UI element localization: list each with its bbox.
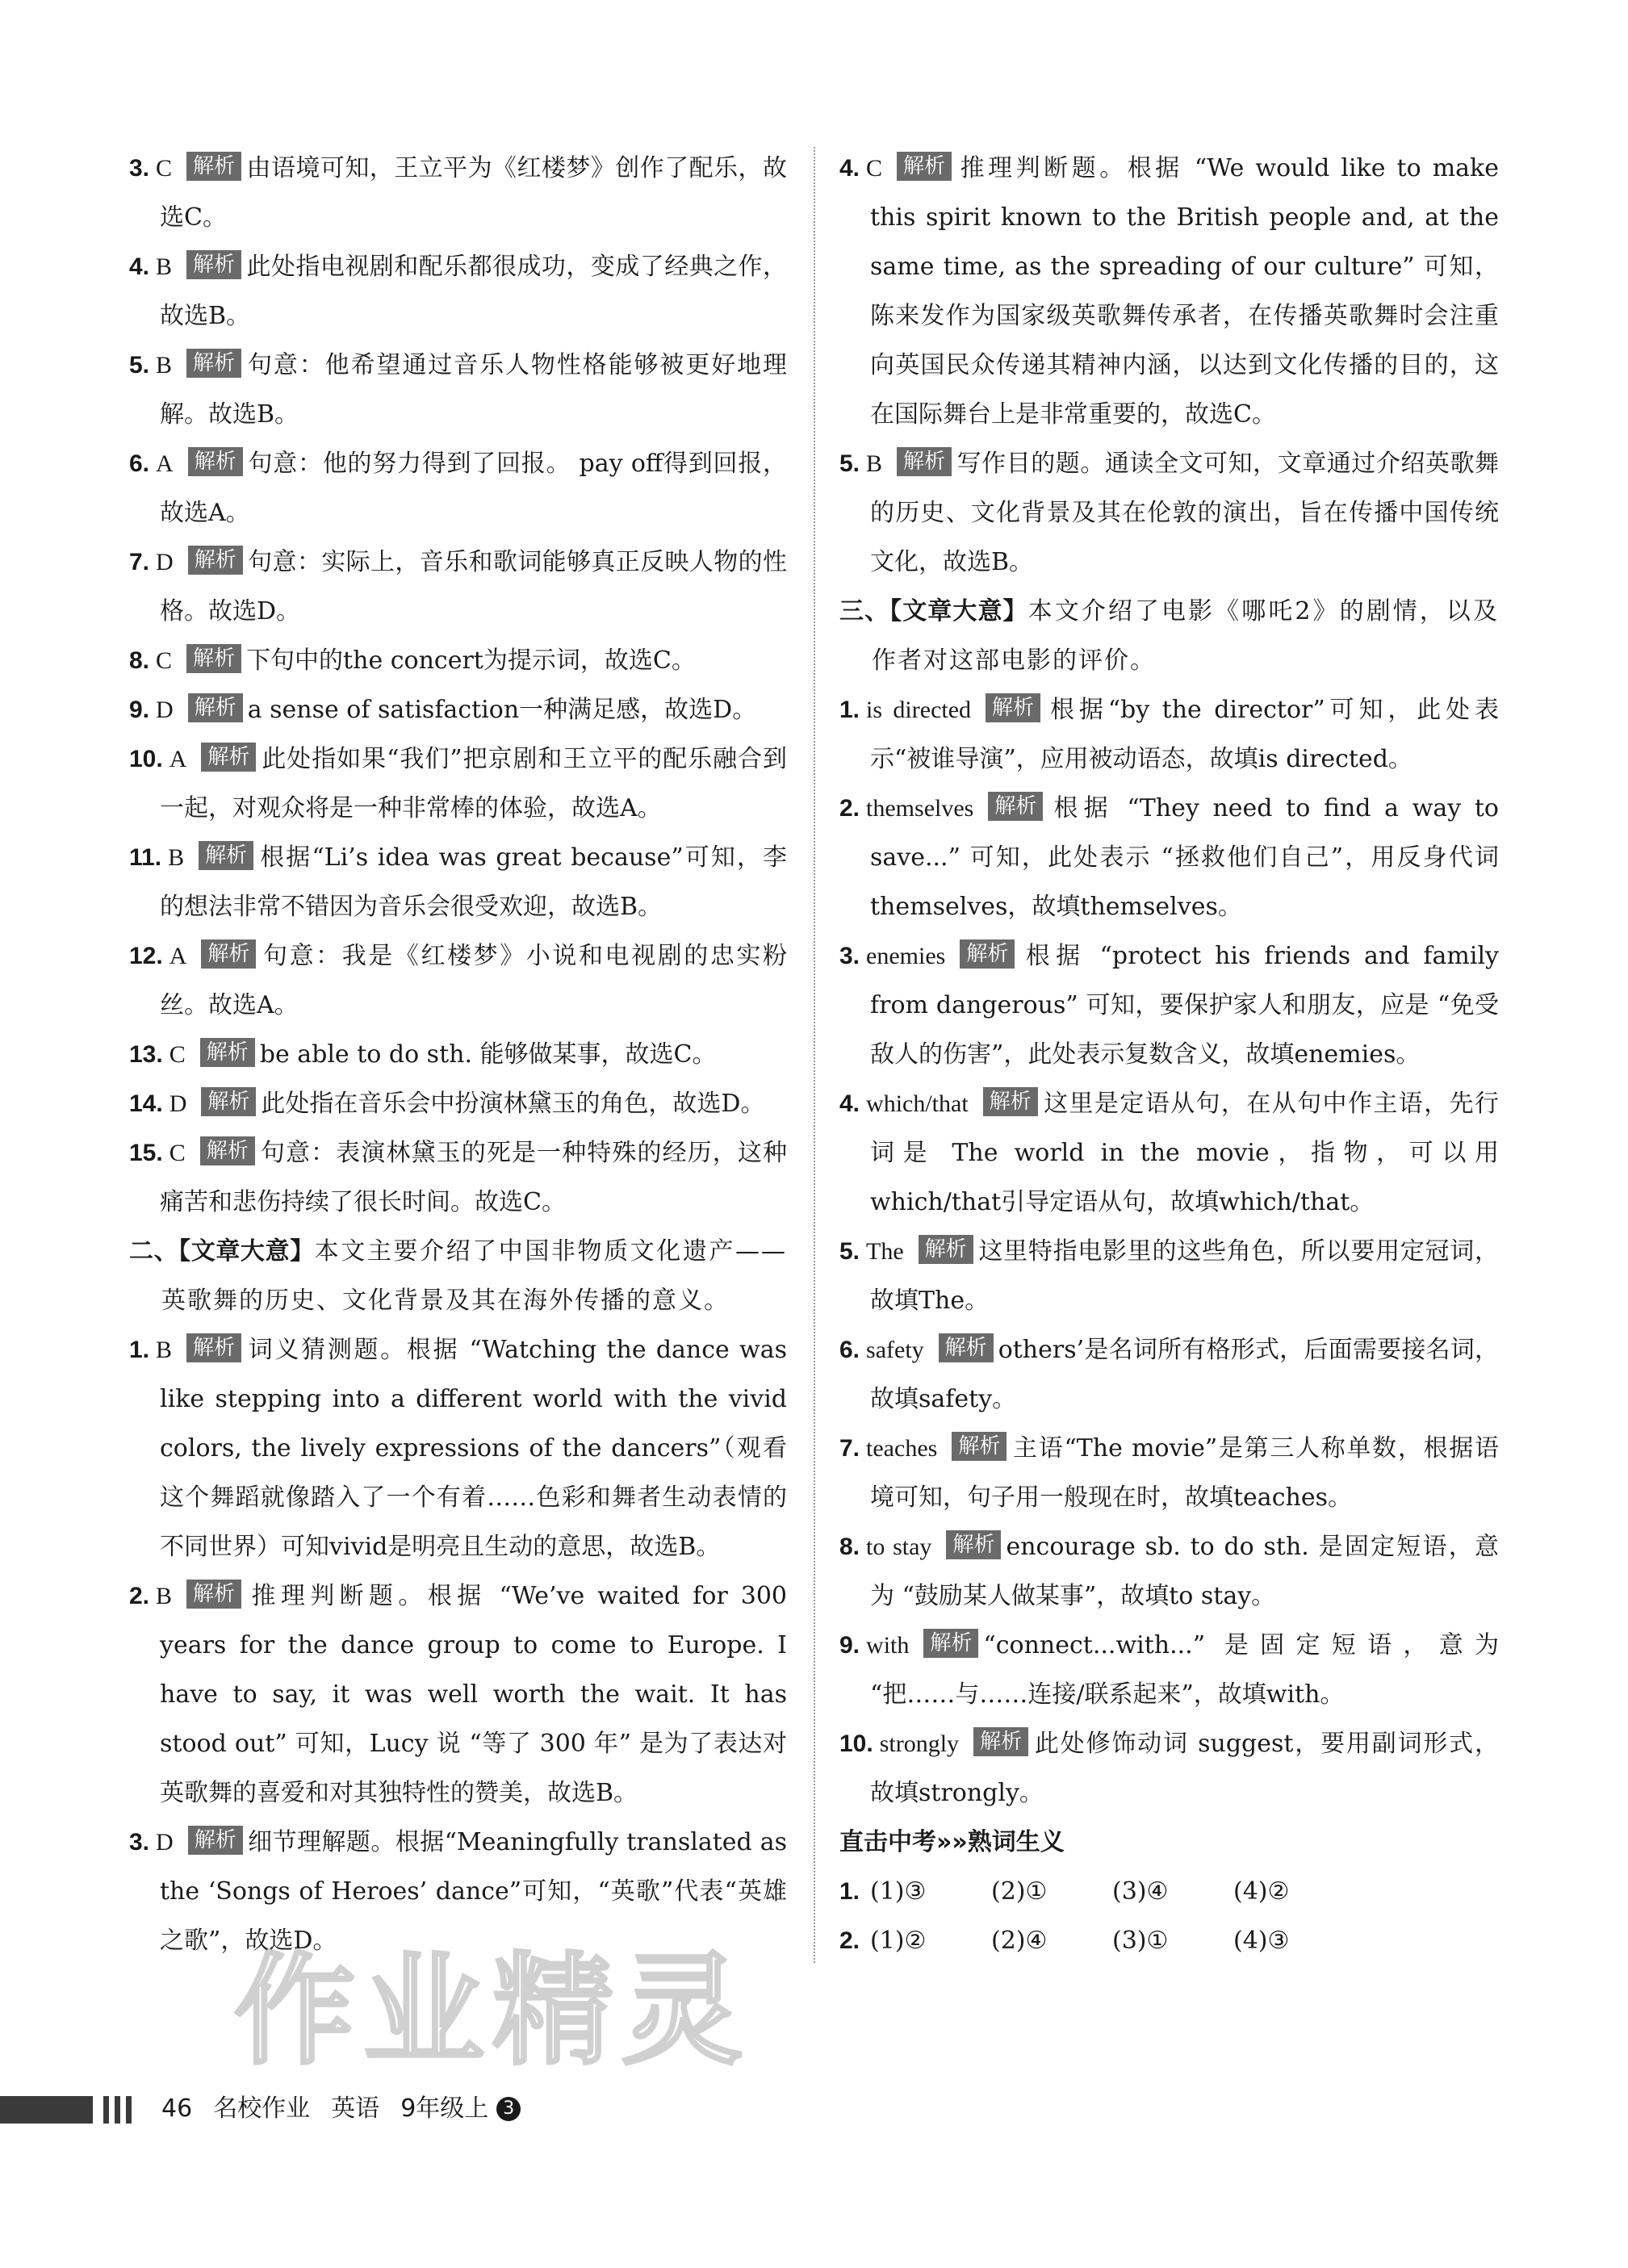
analysis-tag: 解析 (186, 349, 241, 378)
item-explanation: “connect...with...” 是固定短语，意为 “把……与……连接/联系起来”，故填with。 (870, 1631, 1499, 1709)
analysis-tag: 解析 (897, 152, 952, 181)
item-explanation: others’是名词所有格形式，后面需要接名词，故填safety。 (870, 1336, 1499, 1413)
analysis-tag: 解析 (186, 1580, 241, 1609)
subject: 英语 (331, 2094, 380, 2123)
left-answer-list-b (129, 1325, 787, 1965)
answer-item (129, 1079, 787, 1128)
item-answer: enemies (866, 943, 946, 969)
column-divider (814, 147, 815, 1963)
answer-item (129, 734, 787, 833)
item-answer: C (156, 647, 173, 674)
book-title: 名校作业 (213, 2094, 311, 2123)
zhiji-row (839, 1867, 1499, 1916)
item-explanation: a sense of satisfaction一种满足感，故选D。 (247, 696, 757, 724)
zhiji-option: (2)① (991, 1877, 1048, 1906)
answer-item (839, 144, 1499, 439)
answer-item (839, 1719, 1499, 1818)
item-answer: is directed (866, 697, 972, 723)
left-column (129, 144, 787, 1965)
item-number: 4. (839, 1090, 860, 1117)
item-answer: C (866, 155, 883, 182)
zhiji-answer-rows (839, 1867, 1499, 1965)
zhiji-option: (2)④ (991, 1927, 1048, 1955)
item-explanation: 根据“Li’s idea was great because”可知，李的想法非常不错因为音乐会很受欢迎，故选B。 (160, 843, 787, 921)
item-explanation: encourage sb. to do sth. 是固定短语，意为 “鼓励某人做某事”，故填to stay。 (870, 1533, 1499, 1610)
item-number: 10. (129, 746, 163, 772)
answer-item (129, 439, 787, 538)
item-explanation: 这里特指电影里的这些角色，所以要用定冠词，故填The。 (870, 1237, 1499, 1315)
item-number: 8. (129, 647, 150, 674)
item-answer: which/that (866, 1090, 969, 1117)
item-answer: safety (866, 1337, 924, 1363)
answer-item (129, 1325, 787, 1571)
answer-item (129, 1571, 787, 1818)
item-explanation: 此处修饰动词 suggest，要用副词形式，故填strongly。 (870, 1730, 1499, 1807)
item-answer: B (156, 1337, 173, 1363)
item-number: 5. (839, 1238, 860, 1265)
analysis-tag: 解析 (201, 939, 256, 969)
zhiji-option: (1)③ (870, 1877, 927, 1906)
item-answer: A (169, 943, 187, 969)
answer-item (839, 439, 1499, 587)
analysis-tag: 解析 (188, 447, 243, 476)
zhiji-option: (1)② (870, 1927, 927, 1955)
section-2-summary (129, 1227, 787, 1325)
item-answer: teaches (866, 1435, 938, 1462)
item-explanation: 此处指在音乐会中扮演林黛玉的角色，故选D。 (261, 1090, 765, 1118)
item-number: 1. (839, 697, 860, 723)
analysis-tag: 解析 (186, 1333, 241, 1362)
analysis-tag: 解析 (986, 693, 1040, 722)
item-explanation: 句意：他希望通过音乐人物性格能够被更好地理解。故选B。 (160, 351, 787, 429)
answer-item (129, 685, 787, 734)
item-answer: themselves (866, 795, 974, 822)
answer-item (839, 685, 1499, 784)
item-answer: with (866, 1632, 910, 1659)
item-explanation: 根据“by the director”可知，此处表示“被谁导演”，应用被动语态，故填is directed。 (870, 696, 1499, 773)
item-explanation: 细节理解题。根据“Meaningfully translated as the ‘Songs of Heroes’ dance”可知，“英歌”代表“英雄之歌”，故选D。 (160, 1828, 787, 1955)
answer-item (129, 538, 787, 636)
footer-bar (0, 2096, 93, 2124)
footer-text (161, 2091, 542, 2127)
answer-item (129, 1030, 787, 1079)
page-footer (0, 2086, 726, 2135)
item-explanation: 主语“The movie”是第三人称单数，根据语境可知，句子用一般现在时，故填teaches。 (870, 1434, 1499, 1512)
analysis-tag: 解析 (200, 1038, 255, 1067)
item-explanation: 下句中的the concert为提示词，故选C。 (246, 647, 696, 675)
item-number: 9. (129, 697, 150, 723)
item-number: 5. (129, 352, 150, 379)
right-answer-list-b (839, 685, 1499, 1818)
analysis-tag: 解析 (200, 1136, 255, 1165)
answer-item (839, 1522, 1499, 1621)
analysis-tag: 解析 (973, 1727, 1028, 1756)
zhiji-row-number: 1. (839, 1878, 860, 1905)
item-explanation: 词义猜测题。根据 “Watching the dance was like stepping into a different world with the vivid colors, the lively expressions of the dancers”（观看这个舞蹈就像踏入了一个有着……色彩和舞者生动表情的不同世界）可知vivid是明亮且生动的意思，故选B。 (160, 1336, 787, 1561)
answer-item (129, 341, 787, 439)
answer-item (129, 833, 787, 931)
item-explanation: 由语境可知，王立平为《红楼梦》创作了配乐，故选C。 (160, 154, 787, 232)
item-explanation: 推理判断题。根据 “We’ve waited for 300 years for the dance group to come to Europe. I have to say, it was well worth the wait. It has stood out” 可知，Lucy 说 “等了 300 年” 是为了表达对英歌舞的喜爱和对其独特性的赞美，故选B。 (160, 1582, 787, 1807)
item-explanation: 句意：他的努力得到了回报。 pay off得到回报，故选A。 (160, 450, 787, 527)
answer-item (129, 1128, 787, 1227)
item-explanation: 这里是定语从句，在从句中作主语，先行词是 The world in the movie，指物，可以用 which/that引导定语从句，故填which/that。 (870, 1090, 1499, 1216)
left-answer-list-a (129, 144, 787, 1227)
right-column (839, 144, 1499, 1965)
section-3-text: 本文介绍了电影《哪吒2》的剧情，以及作者对这部电影的评价。 (872, 597, 1500, 675)
analysis-tag: 解析 (201, 743, 256, 772)
item-number: 7. (129, 549, 150, 575)
item-answer: to stay (866, 1534, 932, 1560)
item-answer: C (156, 155, 173, 182)
item-number: 3. (839, 943, 860, 969)
analysis-tag: 解析 (201, 1087, 256, 1116)
item-number: 2. (839, 795, 860, 822)
section-3-summary (839, 587, 1499, 685)
volume-badge: 3 (496, 2097, 521, 2121)
item-answer: C (169, 1140, 186, 1166)
item-explanation: 此处指电视剧和配乐都很成功，变成了经典之作，故选B。 (160, 253, 787, 330)
analysis-tag: 解析 (983, 1087, 1038, 1116)
item-answer: D (156, 549, 174, 575)
item-explanation: 根据 “protect his friends and family from dangerous” 可知，要保护家人和朋友，应是 “免受敌人的伤害”，此处表示复数含义，故填enemies。 (870, 942, 1499, 1069)
answer-item (839, 1079, 1499, 1227)
section-2-text: 本文主要介绍了中国非物质文化遗产——英歌舞的历史、文化背景及其在海外传播的意义。 (161, 1237, 788, 1315)
analysis-tag: 解析 (188, 693, 243, 722)
zhiji-option: (4)③ (1233, 1927, 1290, 1955)
section-2-label: 二、【文章大意】 (129, 1237, 315, 1266)
item-explanation: be able to do sth. 能够做某事，故选C。 (259, 1040, 717, 1069)
item-number: 15. (129, 1140, 163, 1166)
answer-item (129, 636, 787, 685)
item-number: 6. (129, 450, 150, 477)
analysis-tag: 解析 (186, 644, 241, 673)
section-3-label: 三、【文章大意】 (839, 597, 1028, 626)
analysis-tag: 解析 (919, 1235, 973, 1264)
item-number: 12. (129, 943, 163, 969)
analysis-tag: 解析 (897, 447, 952, 476)
item-number: 6. (839, 1337, 860, 1363)
page-number: 46 (161, 2094, 193, 2123)
item-number: 7. (839, 1435, 860, 1462)
item-number: 1. (129, 1337, 150, 1363)
footer-tick (126, 2096, 132, 2124)
analysis-tag: 解析 (946, 1530, 1001, 1559)
zhiji-row-number: 2. (839, 1927, 860, 1954)
footer-tick (103, 2096, 109, 2124)
answer-item (839, 1227, 1499, 1325)
zhiji-row (839, 1916, 1499, 1965)
item-number: 14. (129, 1090, 163, 1117)
item-explanation: 句意：我是《红楼梦》小说和电视剧的忠实粉丝。故选A。 (160, 942, 787, 1019)
analysis-tag: 解析 (199, 841, 253, 870)
item-answer: B (156, 1583, 173, 1609)
item-answer: D (156, 697, 174, 723)
item-answer: C (169, 1041, 186, 1068)
analysis-tag: 解析 (939, 1333, 994, 1362)
item-explanation: 推理判断题。根据 “We would like to make this spirit known to the British people and, at the same time, as the spreading of our culture” 可知，陈来发作为国家级英歌舞传承者，在传播英歌舞时会注重向英国民众传递其精神内涵，以达到文化传播的目的，这在国际舞台上是非常重要的，故选C。 (870, 154, 1499, 429)
zhiji-heading: 直击中考»»熟词生义 (839, 1828, 1065, 1856)
analysis-tag: 解析 (960, 939, 1015, 969)
item-answer: A (156, 450, 174, 477)
item-answer: B (156, 253, 173, 280)
zhiji-option: (3)④ (1112, 1877, 1169, 1906)
item-number: 4. (129, 253, 150, 280)
analysis-tag: 解析 (952, 1432, 1007, 1461)
answer-item (839, 1325, 1499, 1424)
zhiji-option: (4)② (1233, 1877, 1290, 1906)
item-answer: B (168, 844, 185, 871)
footer-tick (115, 2096, 120, 2124)
item-answer: B (156, 352, 173, 379)
item-number: 9. (839, 1632, 860, 1659)
item-explanation: 句意：表演林黛玉的死是一种特殊的经历，这种痛苦和悲伤持续了很长时间。故选C。 (160, 1139, 787, 1216)
item-number: 10. (839, 1730, 873, 1757)
item-explanation: 句意：实际上，音乐和歌词能够真正反映人物的性格。故选D。 (160, 548, 787, 626)
analysis-tag: 解析 (923, 1629, 978, 1658)
zhiji-option: (3)① (1112, 1927, 1169, 1955)
item-answer: D (169, 1090, 187, 1117)
watermark: 作业精灵 (234, 1941, 751, 2082)
item-number: 11. (129, 844, 162, 871)
analysis-tag: 解析 (188, 1826, 243, 1855)
item-number: 4. (839, 155, 860, 182)
item-number: 8. (839, 1534, 860, 1560)
answer-item (129, 242, 787, 341)
item-answer: The (866, 1238, 904, 1265)
item-number: 2. (129, 1583, 150, 1609)
answer-item (129, 931, 787, 1030)
analysis-tag: 解析 (186, 250, 241, 279)
item-number: 13. (129, 1041, 163, 1068)
answer-item (839, 1424, 1499, 1522)
analysis-tag: 解析 (188, 546, 243, 575)
item-answer: B (866, 450, 883, 477)
analysis-tag: 解析 (988, 792, 1043, 821)
grade: 9年级上 (400, 2094, 489, 2123)
item-number: 3. (129, 1829, 150, 1856)
item-number: 5. (839, 450, 860, 477)
answer-item (839, 931, 1499, 1079)
analysis-tag: 解析 (186, 152, 241, 181)
item-number: 3. (129, 155, 150, 182)
item-explanation: 写作目的题。通读全文可知，文章通过介绍英歌舞的历史、文化背景及其在伦敦的演出，旨在传播中国传统文化，故选B。 (870, 450, 1499, 576)
answer-item (839, 1621, 1499, 1719)
item-answer: A (169, 746, 187, 772)
item-answer: D (156, 1829, 174, 1856)
answer-item (839, 784, 1499, 931)
answer-item (129, 144, 787, 242)
item-answer: strongly (879, 1730, 960, 1757)
item-explanation: 此处指如果“我们”把京剧和王立平的配乐融合到一起，对观众将是一种非常棒的体验，故选A。 (160, 745, 787, 822)
right-answer-list-a (839, 144, 1499, 587)
item-explanation: 根据 “They need to find a way to save...” 可知，此处表示 “拯救他们自己”，用反身代词themselves，故填themselves。 (870, 794, 1499, 921)
